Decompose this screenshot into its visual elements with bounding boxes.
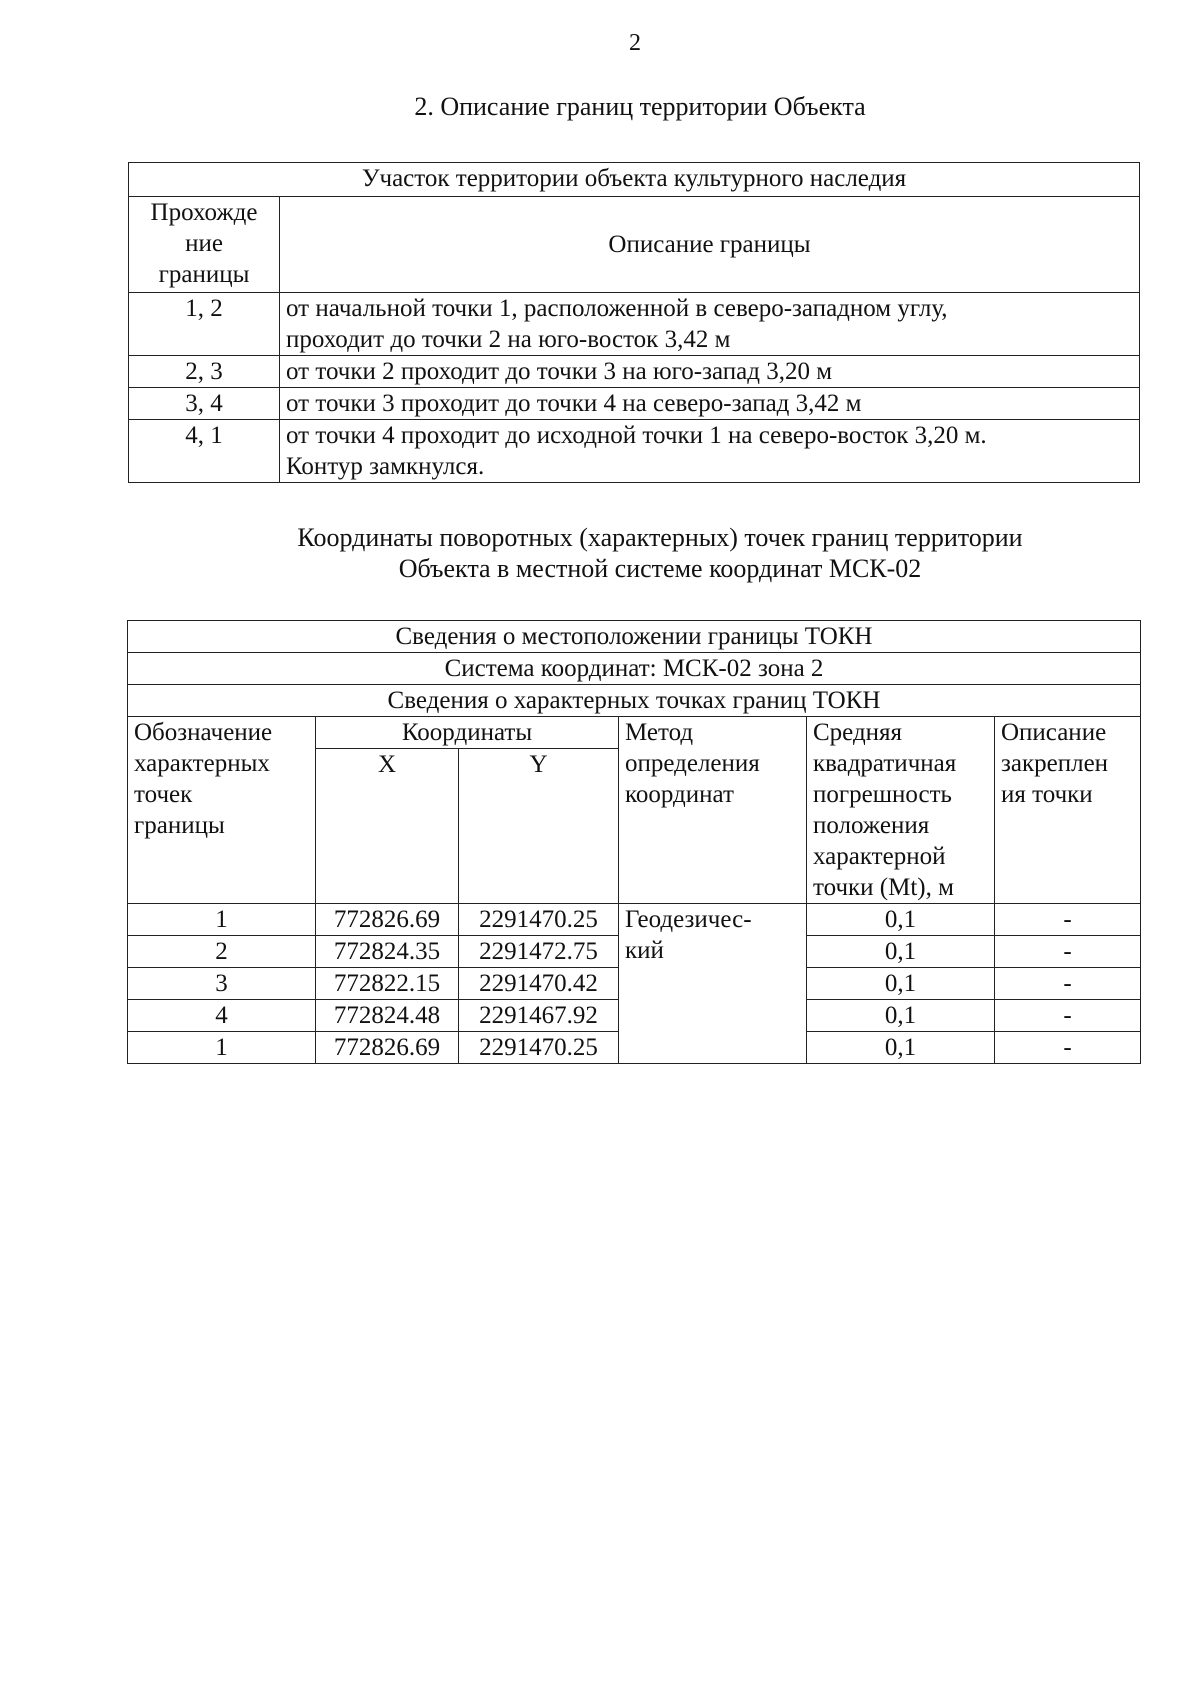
fixing-description-header: Описание закреплен ия точки xyxy=(995,717,1141,904)
table-row: 1 772826.69 2291470.25 0,1 - xyxy=(128,1032,1141,1064)
description-header: Описание границы xyxy=(280,197,1140,293)
point-header: Обозначение характерных точек границы xyxy=(128,717,316,904)
pass-header: Прохожде ние границы xyxy=(129,197,280,293)
section-title: 2. Описание границ территории Объекта xyxy=(414,92,866,121)
boundary-table-caption: Участок территории объекта культурного наследия xyxy=(129,163,1140,197)
coordinates-table xyxy=(127,620,1141,1064)
table-row: 3, 4 от точки 3 проходит до точки 4 на северо-запад 3,42 м xyxy=(129,388,1140,420)
coordinates-title: Координаты поворотных (характерных) точек границ территории Объекта в местной системе координат МСК-02 xyxy=(297,523,1023,583)
table-row: 1 772826.69 2291470.25 Геодезичес- кий 0,1 - xyxy=(128,904,1141,936)
y-header: Y xyxy=(459,749,619,904)
coords-header-2: Система координат: МСК-02 зона 2 xyxy=(128,653,1141,685)
method-value: Геодезичес- кий xyxy=(619,904,807,1064)
coords-header-1: Сведения о местоположении границы ТОКН xyxy=(128,621,1141,653)
x-header: X xyxy=(316,749,459,904)
coordinates-header: Координаты xyxy=(316,717,619,749)
error-header: Средняя квадратичная погрешность положения характерной точки (Mt), м xyxy=(807,717,995,904)
coords-header-3: Сведения о характерных точках границ ТОКН xyxy=(128,685,1141,717)
boundary-description-table xyxy=(128,162,1140,483)
table-row: 4 772824.48 2291467.92 0,1 - xyxy=(128,1000,1141,1032)
table-row: 4, 1 от точки 4 проходит до исходной точки 1 на северо-восток 3,20 м. Контур замкнулся. xyxy=(129,420,1140,483)
table-row: 2 772824.35 2291472.75 0,1 - xyxy=(128,936,1141,968)
table-row: 3 772822.15 2291470.42 0,1 - xyxy=(128,968,1141,1000)
table-row: 2, 3 от точки 2 проходит до точки 3 на юго-запад 3,20 м xyxy=(129,356,1140,388)
table-row: 1, 2 от начальной точки 1, расположенной в северо-западном углу, проходит до точки 2 на юго-восток 3,42 м xyxy=(129,293,1140,356)
page-number: 2 xyxy=(629,30,641,56)
method-header: Метод определения координат xyxy=(619,717,807,904)
